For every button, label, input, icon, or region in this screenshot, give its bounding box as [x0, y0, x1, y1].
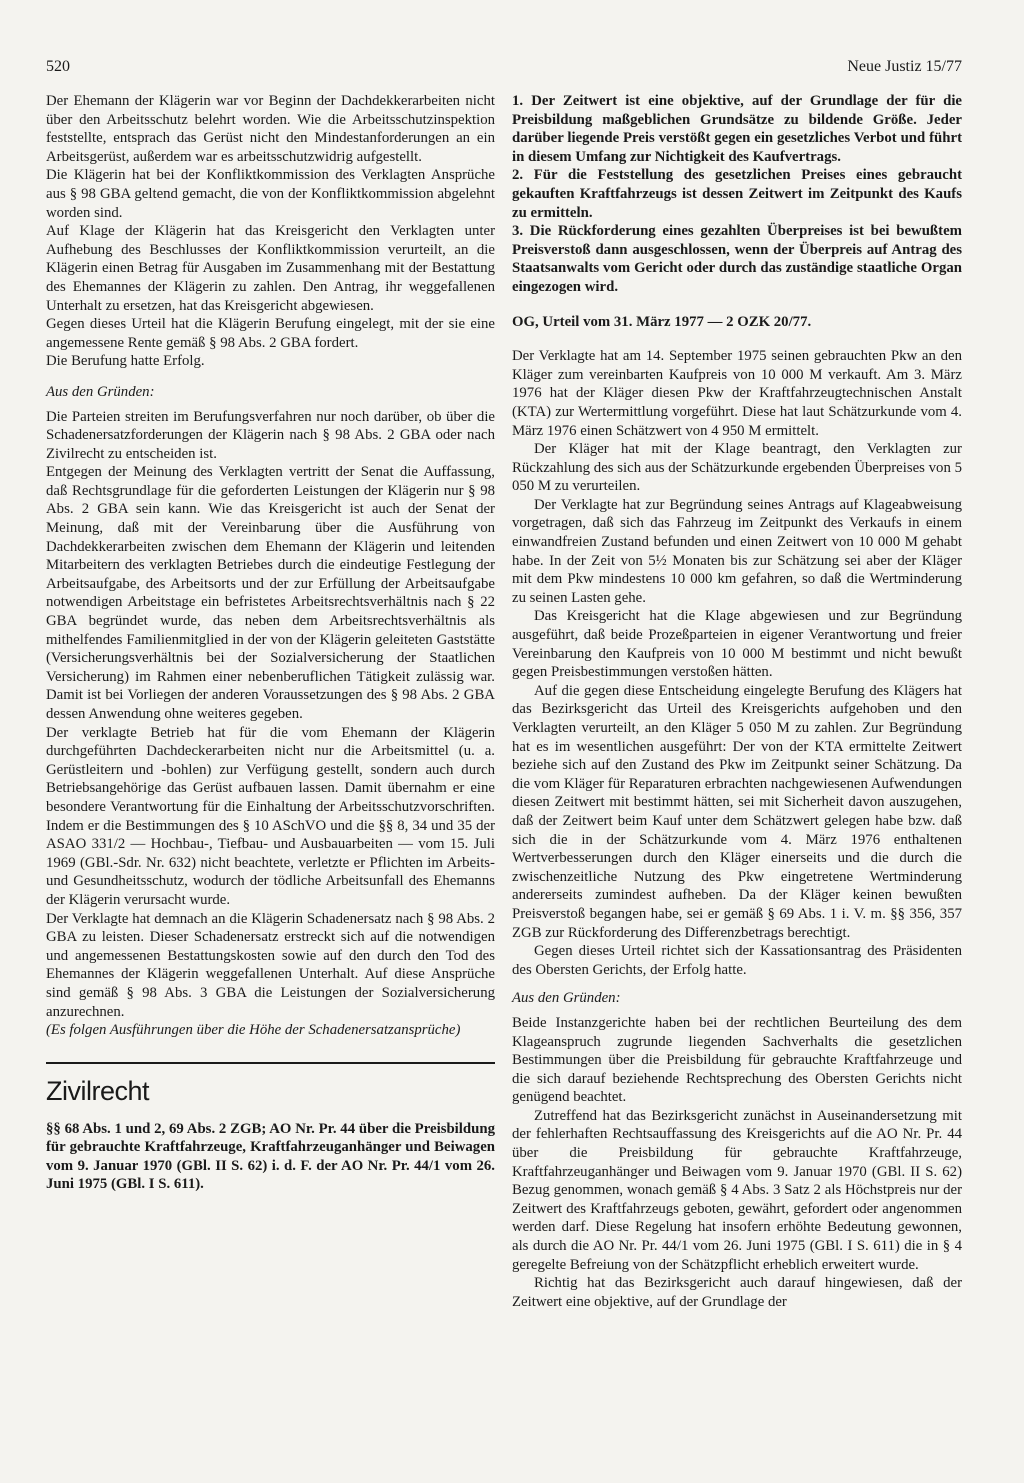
paragraph: Der Verklagte hat am 14. September 1975 seinen gebrauchten Pkw an den Kläger zum vereinbarten Kaufpreis von 10 000 M verkauft. Am 3. März 1976 hat der Kläger diesen Pkw der Kraftfahrzeugtechnischen Anstalt (KTA) zur Wertermittlung vorgeführt. Diese hat laut Schätzurkunde vom 4. März 1976 einen Schätzwert von 4 950 M ermittelt. [512, 348, 962, 439]
paragraph: Der Kläger hat mit der Klage beantragt, den Verklagten zur Rückzahlung des sich aus der Schätzurkunde ergebenden Überpreises von 5 050 M zu verurteilen. [512, 441, 962, 495]
paragraph: Der Ehemann der Klägerin war vor Beginn der Dachdekkerarbeiten nicht über den Arbeitsschutz belehrt worden. Wie die Arbeitsschutzinspektion feststellte, entsprach das Gerüst nicht den Mindestanforderungen an ein Arbeitsgerüst, außerdem war es arbeitsschutzwidrig aufgestellt. [46, 93, 495, 165]
paragraph: Gegen dieses Urteil richtet sich der Kassationsantrag des Präsidenten des Obersten Gerichts, der Erfolg hatte. [512, 943, 962, 978]
section-divider [46, 1062, 495, 1064]
paragraph: Gegen dieses Urteil hat die Klägerin Berufung eingelegt, mit der sie eine angemessene Rente gemäß § 98 Abs. 2 GBA fordert. [46, 316, 495, 351]
paragraph: Die Parteien streiten im Berufungsverfahren nur noch darüber, ob über die Schadenersatzforderungen der Klägerin nach § 98 Abs. 2 GBA oder nach Zivilrecht zu entscheiden ist. [46, 408, 495, 462]
section-heading-reasons: Aus den Gründen: [512, 990, 621, 1007]
legal-references: §§ 68 Abs. 1 und 2, 69 Abs. 2 ZGB; AO Nr. Pr. 44 über die Preisbildung für gebrauchte Kraftfahrzeuge, Kraftfahrzeuganhänger und Beiwagen vom 9. Januar 1970 (GBl. II S. 62) i. d. F. der AO Nr. Pr. 44/1 vom 26. Juni 1975 (GBl. I S. 611). [46, 1120, 495, 1193]
page-number: 520 [46, 58, 70, 75]
headnote-1: 1. Der Zeitwert ist eine objektive, auf der Grundlage der für die Preisbildung maßgeblichen Grundsätze zu bildende Größe. Jeder darüber liegende Preis verstößt gegen ein gesetzliches Verbot und führt in diesem Umfang zur Nichtigkeit des Kaufvertrags. [512, 93, 962, 165]
right-column [512, 92, 962, 1311]
page-header [46, 58, 962, 84]
section-heading-reasons: Aus den Gründen: [46, 383, 155, 400]
paragraph: Der Verklagte hat demnach an die Klägerin Schadenersatz nach § 98 Abs. 2 GBA zu leisten. Dieser Schadenersatz erstreckt sich auf die notwendigen und angemessenen Bestattungskosten sowie auf den durch den Tod des Ehemannes der Klägerin weggefallenen Unterhalt. Auf diese Ansprüche sind gemäß § 98 Abs. 3 GBA die Leistungen der Sozialversicherung anzurechnen. [46, 910, 495, 1020]
paragraph: Die Klägerin hat bei der Konfliktkommission des Verklagten Ansprüche aus § 98 GBA geltend gemacht, die von der Konfliktkommission abgelehnt worden sind. [46, 167, 495, 221]
paragraph: Auf die gegen diese Entscheidung eingelegte Berufung des Klägers hat das Bezirksgericht das Urteil des Kreisgerichts aufgehoben und den Verklagten verurteilt, an den Kläger 5 050 M zu zahlen. Zur Begründung hat es im wesentlichen ausgeführt: Der von der KTA ermittelte Zeitwert beziehe sich auf den Zustand des Pkw im Zeitpunkt seiner Schätzung. Da die vom Kläger für Reparaturen erbrachten nachgewiesenen Aufwendungen diesen Zeitwert mit bestimmt hätten, sei mit Sicherheit davon auszugehen, daß der Zeitwert beim Kauf unter dem Schätzwert gelegen habe bzw. daß sich die in der Schätzurkunde vom 4. März 1976 enthaltenen Wertverbesserungen durch den Kläger einerseits und die durch die zwischenzeitliche Nutzung des Pkw eingetretene Wertminderung andererseits zumindest aufheben. Da der Kläger keinen bewußten Preisverstoß begangen habe, sei er gemäß § 69 Abs. 1 i. V. m. §§ 356, 357 ZGB zur Rückforderung des Differenzbetrags berechtigt. [512, 682, 962, 941]
paragraph: Das Kreisgericht hat die Klage abgewiesen und zur Begründung ausgeführt, daß beide Prozeßparteien in eigener Verantwortung und freier Vereinbarung den Kaufpreis von 10 000 M bestimmt und nicht bewußt gegen Preisbestimmungen verstoßen hätten. [512, 608, 962, 681]
paragraph: Der Verklagte hat zur Begründung seines Antrags auf Klageabweisung vorgetragen, daß sich das Fahrzeug im Zeitpunkt des Verkaufs in einem einwandfreien Zustand befunden und einen Zeitwert von 10 000 M gehabt habe. In der Zeit von 5½ Monaten bis zur Schätzung sei aber der Kläger mit dem Pkw mindestens 10 000 km gefahren, so daß die Wertminderung zu seinen Lasten gehe. [512, 496, 962, 606]
paragraph: Auf Klage der Klägerin hat das Kreisgericht den Verklagten unter Aufhebung des Beschlusses der Konfliktkommission verurteilt, an die Klägerin einen Betrag für Ausgaben im Zusammenhang mit der Bestattung des Ehemannes der Klägerin zu zahlen. Den Antrag, ihr weggefallenen Unterhalt zu ersetzen, hat das Kreisgericht abgewiesen. [46, 223, 495, 314]
left-column [46, 92, 495, 1194]
case-citation: OG, Urteil vom 31. März 1977 — 2 OZK 20/77. [512, 313, 812, 330]
paragraph: Entgegen der Meinung des Verklagten vertritt der Senat die Auffassung, daß Rechtsgrundlage für die geforderten Leistungen der Klägerin nur § 98 Abs. 2 GBA sein kann. Wie das Kreisgericht ist auch der Senat der Meinung, daß mit der Vereinbarung über die Ausführung von Dachdekkerarbeiten zwischen dem Ehemann der Klägerin und leitenden Mitarbeitern des verklagten Betriebes durch die eindeutige Festlegung der Arbeitsaufgabe, des Arbeitsorts und der zur Erfüllung der Arbeitsaufgabe notwendigen Arbeitstage ein befristetes Arbeitsrechtsverhältnis nach § 22 GBA begründet wurde, das neben dem Arbeitsrechtsverhältnis als mithelfendes Familienmitglied in der von der Klägerin geleiteten Gaststätte (Versicherungsverhältnis bei der Sozialversicherung der Staatlichen Versicherung) im Rahmen einer nebenberuflichen Tätigkeit zulässig war. Damit ist bei Vorliegen der anderen Voraussetzungen des § 98 Abs. 2 GBA dessen Anwendung ohne weiteres gegeben. [46, 464, 495, 722]
paragraph: Richtig hat das Bezirksgericht auch darauf hingewiesen, daß der Zeitwert eine objektive, auf der Grundlage der [512, 1275, 962, 1310]
editorial-note: (Es folgen Ausführungen über die Höhe der Schadenersatzansprüche) [46, 1022, 461, 1039]
journal-issue: Neue Justiz 15/77 [847, 58, 962, 75]
paragraph: Zutreffend hat das Bezirksgericht zunächst in Auseinandersetzung mit der fehlerhaften Rechtsauffassung des Kreisgerichts auf die AO Nr. Pr. 44 über die Preisbildung für gebrauchte Kraftfahrzeuge, Kraftfahrzeuganhänger und Beiwagen vom 9. Januar 1970 (GBl. II S. 62) Bezug genommen, wonach gemäß § 4 Abs. 3 Satz 2 als Höchstpreis nur der Zeitwert des Kraftfahrzeugs geboten, gewährt, gefordert oder angenommen werden darf. Diese Regelung hat insofern erhöhte Bedeutung gewonnen, als durch die AO Nr. Pr. 44/1 vom 26. Juni 1975 (GBl. I S. 611) die in § 4 geregelte Befreiung von der Schätzpflicht erheblich erweitert wurde. [512, 1107, 962, 1273]
paragraph: Beide Instanzgerichte haben bei der rechtlichen Beurteilung des dem Klageanspruch zugrunde liegenden Sachverhalts die gesetzlichen Bestimmungen über die Preisbildung für gebrauchte Kraftfahrzeuge und die sich darauf beziehende Rechtsprechung des Obersten Gerichts nicht genügend beachtet. [512, 1014, 962, 1106]
headnote-2: 2. Für die Feststellung des gesetzlichen Preises eines gebraucht gekauften Kraftfahrzeugs ist dessen Zeitwert im Zeitpunkt des Kaufs zu ermitteln. [512, 167, 962, 221]
section-title-zivilrecht: Zivilrecht [46, 1075, 150, 1106]
paragraph: Der verklagte Betrieb hat für die vom Ehemann der Klägerin durchgeführten Dachdeckerarbeiten nicht nur die Arbeitsmittel (u. a. Gerüstleitern und -bohlen) zur Verfügung gestellt, sondern auch durch Betriebsangehörige das Gerüst aufbauen lassen. Damit übernahm er eine besondere Verantwortung für die Einhaltung der Arbeitsschutzvorschriften. Indem er die Bestimmungen des § 10 ASchVO und die §§ 8, 34 und 35 der ASAO 331/2 — Hochbau-, Tiefbau- und Ausbauarbeiten — vom 15. Juli 1969 (GBl.-Sdr. Nr. 632) nicht beachtete, verletzte er Pflichten im Arbeits- und Gesundheitsschutz, wodurch der tödliche Arbeitsunfall des Ehemanns der Klägerin verursacht wurde. [46, 724, 495, 908]
paragraph: Die Berufung hatte Erfolg. [46, 353, 205, 370]
headnote-3: 3. Die Rückforderung eines gezahlten Überpreises ist bei bewußtem Preisverstoß dann ausgeschlossen, wenn der Überpreis auf Antrag des Staatsanwalts vom Gericht oder durch das zuständige staatliche Organ eingezogen wird. [512, 223, 962, 295]
